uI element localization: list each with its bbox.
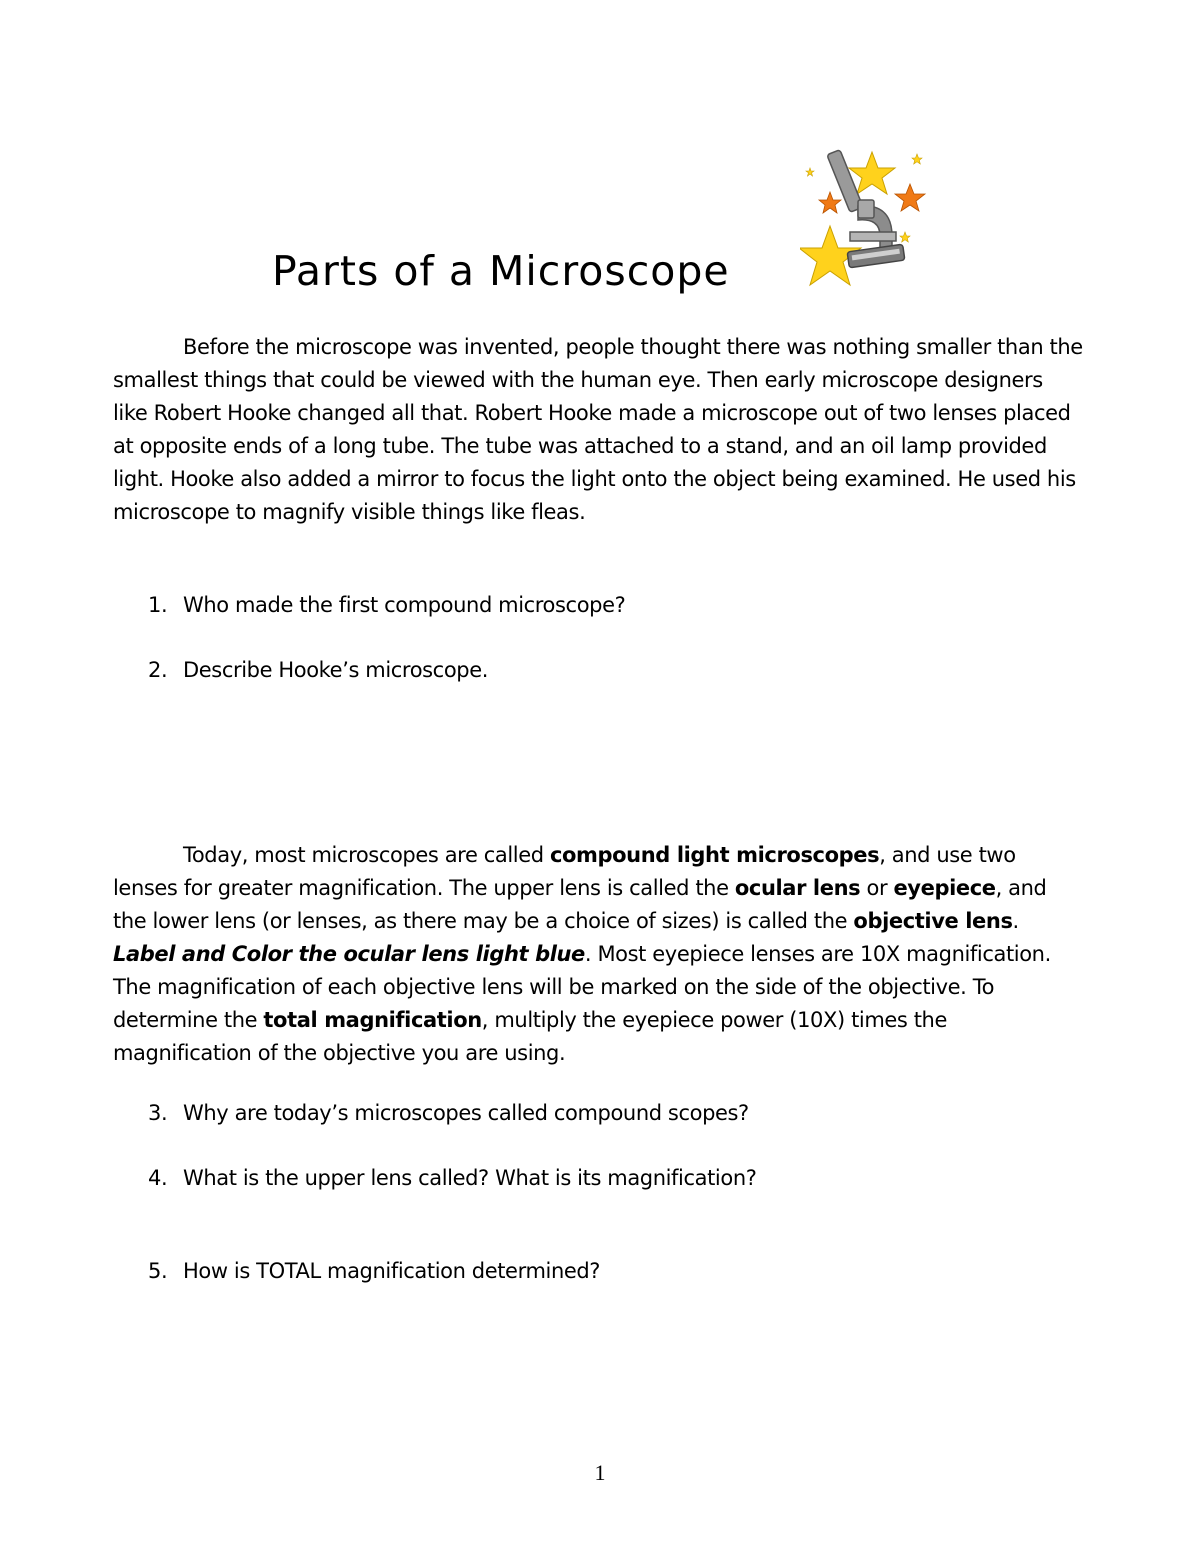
page-number: 1	[594, 1460, 606, 1485]
question-text: Describe Hooke’s microscope.	[183, 658, 488, 682]
term-ocular-lens: ocular lens	[734, 876, 861, 900]
microscope-with-stars-icon	[800, 148, 935, 298]
question-5	[148, 1255, 600, 1288]
question-3	[148, 1097, 749, 1130]
instruction-label-and-color: Label and Color the ocular lens light blue	[113, 942, 585, 966]
term-total-magnification: total magnification	[263, 1008, 482, 1032]
compound-paragraph	[113, 839, 1083, 1070]
question-number: 1.	[148, 593, 168, 617]
text-segment: . Most eyepiece lenses are 10X magnification. The magnification of each objective lens will be marked on the side of the objective. To determine the	[113, 942, 1051, 1032]
question-4	[148, 1162, 756, 1195]
term-eyepiece: eyepiece	[893, 876, 996, 900]
intro-paragraph	[113, 331, 1083, 529]
question-number: 2.	[148, 658, 168, 682]
text-segment: , multiply the eyepiece power (10X) times the magnification of the objective you are using.	[113, 1008, 947, 1065]
text-segment: Today, most microscopes are called	[183, 843, 550, 867]
question-1	[148, 589, 625, 622]
text-segment: , and use two lenses for greater magnification. The upper lens is called the	[113, 843, 1016, 900]
intro-text: Before the microscope was invented, people thought there was nothing smaller than the smallest things that could be viewed with the human eye. Then early microscope designers like Robert Hooke changed all that. Robert Hooke made a microscope out of two lenses placed at opposite ends of a long tube. The tube was attached to a stand, and an oil lamp provided light. Hooke also added a mirror to focus the light onto the object being examined. He used his microscope to magnify visible things like fleas.	[113, 335, 1083, 524]
page-title: Parts of a Microscope	[272, 247, 730, 295]
term-compound-light-microscopes: compound light microscopes	[549, 843, 880, 867]
question-text: Who made the first compound microscope?	[183, 593, 626, 617]
text-segment: , and the lower lens (or lenses, as there may be a choice of sizes) is called the	[113, 876, 1047, 933]
question-number: 5.	[148, 1259, 168, 1283]
text-segment: .	[1012, 909, 1019, 933]
question-text: How is TOTAL magnification determined?	[183, 1259, 601, 1283]
question-number: 4.	[148, 1166, 168, 1190]
text-segment: or	[860, 876, 894, 900]
term-objective-lens: objective lens	[853, 909, 1013, 933]
question-number: 3.	[148, 1101, 168, 1125]
question-text: What is the upper lens called? What is its magnification?	[183, 1166, 757, 1190]
question-2	[148, 654, 488, 687]
question-text: Why are today’s microscopes called compound scopes?	[183, 1101, 749, 1125]
